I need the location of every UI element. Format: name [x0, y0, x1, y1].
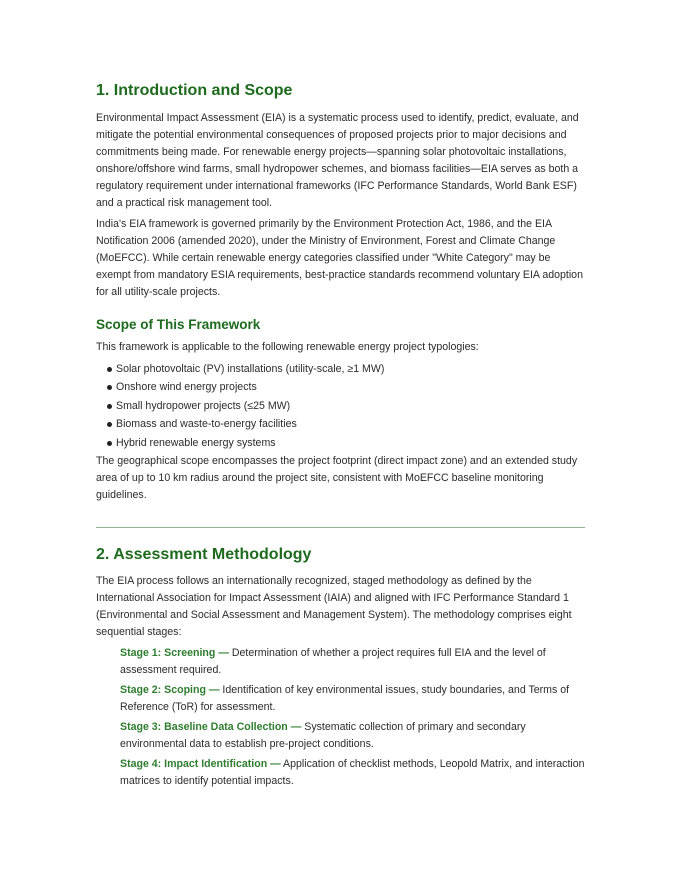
- scope-list: [96, 361, 585, 452]
- section-2-intro: The EIA process follows an internationally recognized, staged methodology as defined by the International Association for Impact Assessment (IAIA) and aligned with IFC Performance Standard 1 (Environmental and Social Assessment and Management System). The methodology comprises eight sequential stages:: [96, 574, 572, 638]
- scope-intro: This framework is applicable to the following renewable energy project typologies:: [96, 341, 479, 353]
- stage-label: Stage 3: Baseline Data Collection —: [120, 720, 302, 733]
- list-item: [96, 398, 585, 415]
- bullet-icon: [107, 385, 112, 390]
- section-1-heading: 1. Introduction and Scope: [96, 82, 293, 99]
- stage-1: [120, 645, 585, 679]
- scope-heading: Scope of This Framework: [96, 317, 261, 332]
- list-item-text: Biomass and waste-to-energy facilities: [116, 418, 297, 431]
- bullet-icon: [107, 422, 112, 427]
- section-divider: [96, 527, 585, 528]
- list-item-text: Solar photovoltaic (PV) installations (utility-scale, ≥1 MW): [116, 363, 385, 375]
- stage-label: Stage 1: Screening —: [120, 646, 229, 659]
- section-1-paragraph-1: Environmental Impact Assessment (EIA) is a systematic process used to identify, predict, evaluate, and mitigate the potential environmental consequences of proposed projects prior to major decisions and commitments being made. For renewable energy projects—spanning solar photovoltaic installations, onshore/offshore wind farms, small hydropower schemes, and biomass facilities—EIA serves as both a regulatory requirement under international frameworks (IFC Performance Standards, World Bank ESF) and a practical risk management tool.: [96, 112, 579, 209]
- list-item: [96, 435, 585, 452]
- stage-4: [120, 756, 585, 790]
- list-item-text: Small hydropower projects (≤25 MW): [116, 399, 291, 412]
- stage-label: Stage 2: Scoping —: [120, 683, 220, 696]
- scope-outro: The geographical scope encompasses the project footprint (direct impact zone) and an extended study area of up to 10 km radius around the project site, consistent with MoEFCC baseline monitoring guidelines.: [96, 454, 578, 501]
- list-item-text: Onshore wind energy projects: [116, 381, 257, 394]
- bullet-icon: [107, 367, 112, 372]
- bullet-icon: [107, 441, 112, 446]
- stage-text: Application of checklist methods, Leopold Matrix, and interaction matrices to identify potential impacts.: [120, 757, 585, 787]
- stage-2: [120, 682, 585, 716]
- stage-text: Systematic collection of primary and secondary environmental data to establish pre-project conditions.: [120, 720, 526, 750]
- list-item-text: Hybrid renewable energy systems: [116, 436, 276, 449]
- list-item: [96, 416, 585, 433]
- stage-text: Identification of key environmental issues, study boundaries, and Terms of Reference (ToR) for assessment.: [120, 683, 570, 713]
- list-item: [96, 361, 585, 378]
- stage-3: [120, 719, 585, 753]
- section-2-heading: 2. Assessment Methodology: [96, 545, 312, 563]
- stage-text: Determination of whether a project requires full EIA and the level of assessment required.: [120, 646, 546, 676]
- list-item: [96, 379, 585, 396]
- section-1-paragraph-2: India's EIA framework is governed primarily by the Environment Protection Act, 1986, and the EIA Notification 2006 (amended 2020), under the Ministry of Environment, Forest and Climate Change (MoEFCC). While certain renewable energy categories classified under "White Category" may be exempt from mandatory ESIA requirements, best-practice standards recommend voluntary EIA adoption for all utility-scale projects.: [96, 218, 583, 298]
- bullet-icon: [107, 404, 112, 409]
- stage-label: Stage 4: Impact Identification —: [120, 757, 281, 770]
